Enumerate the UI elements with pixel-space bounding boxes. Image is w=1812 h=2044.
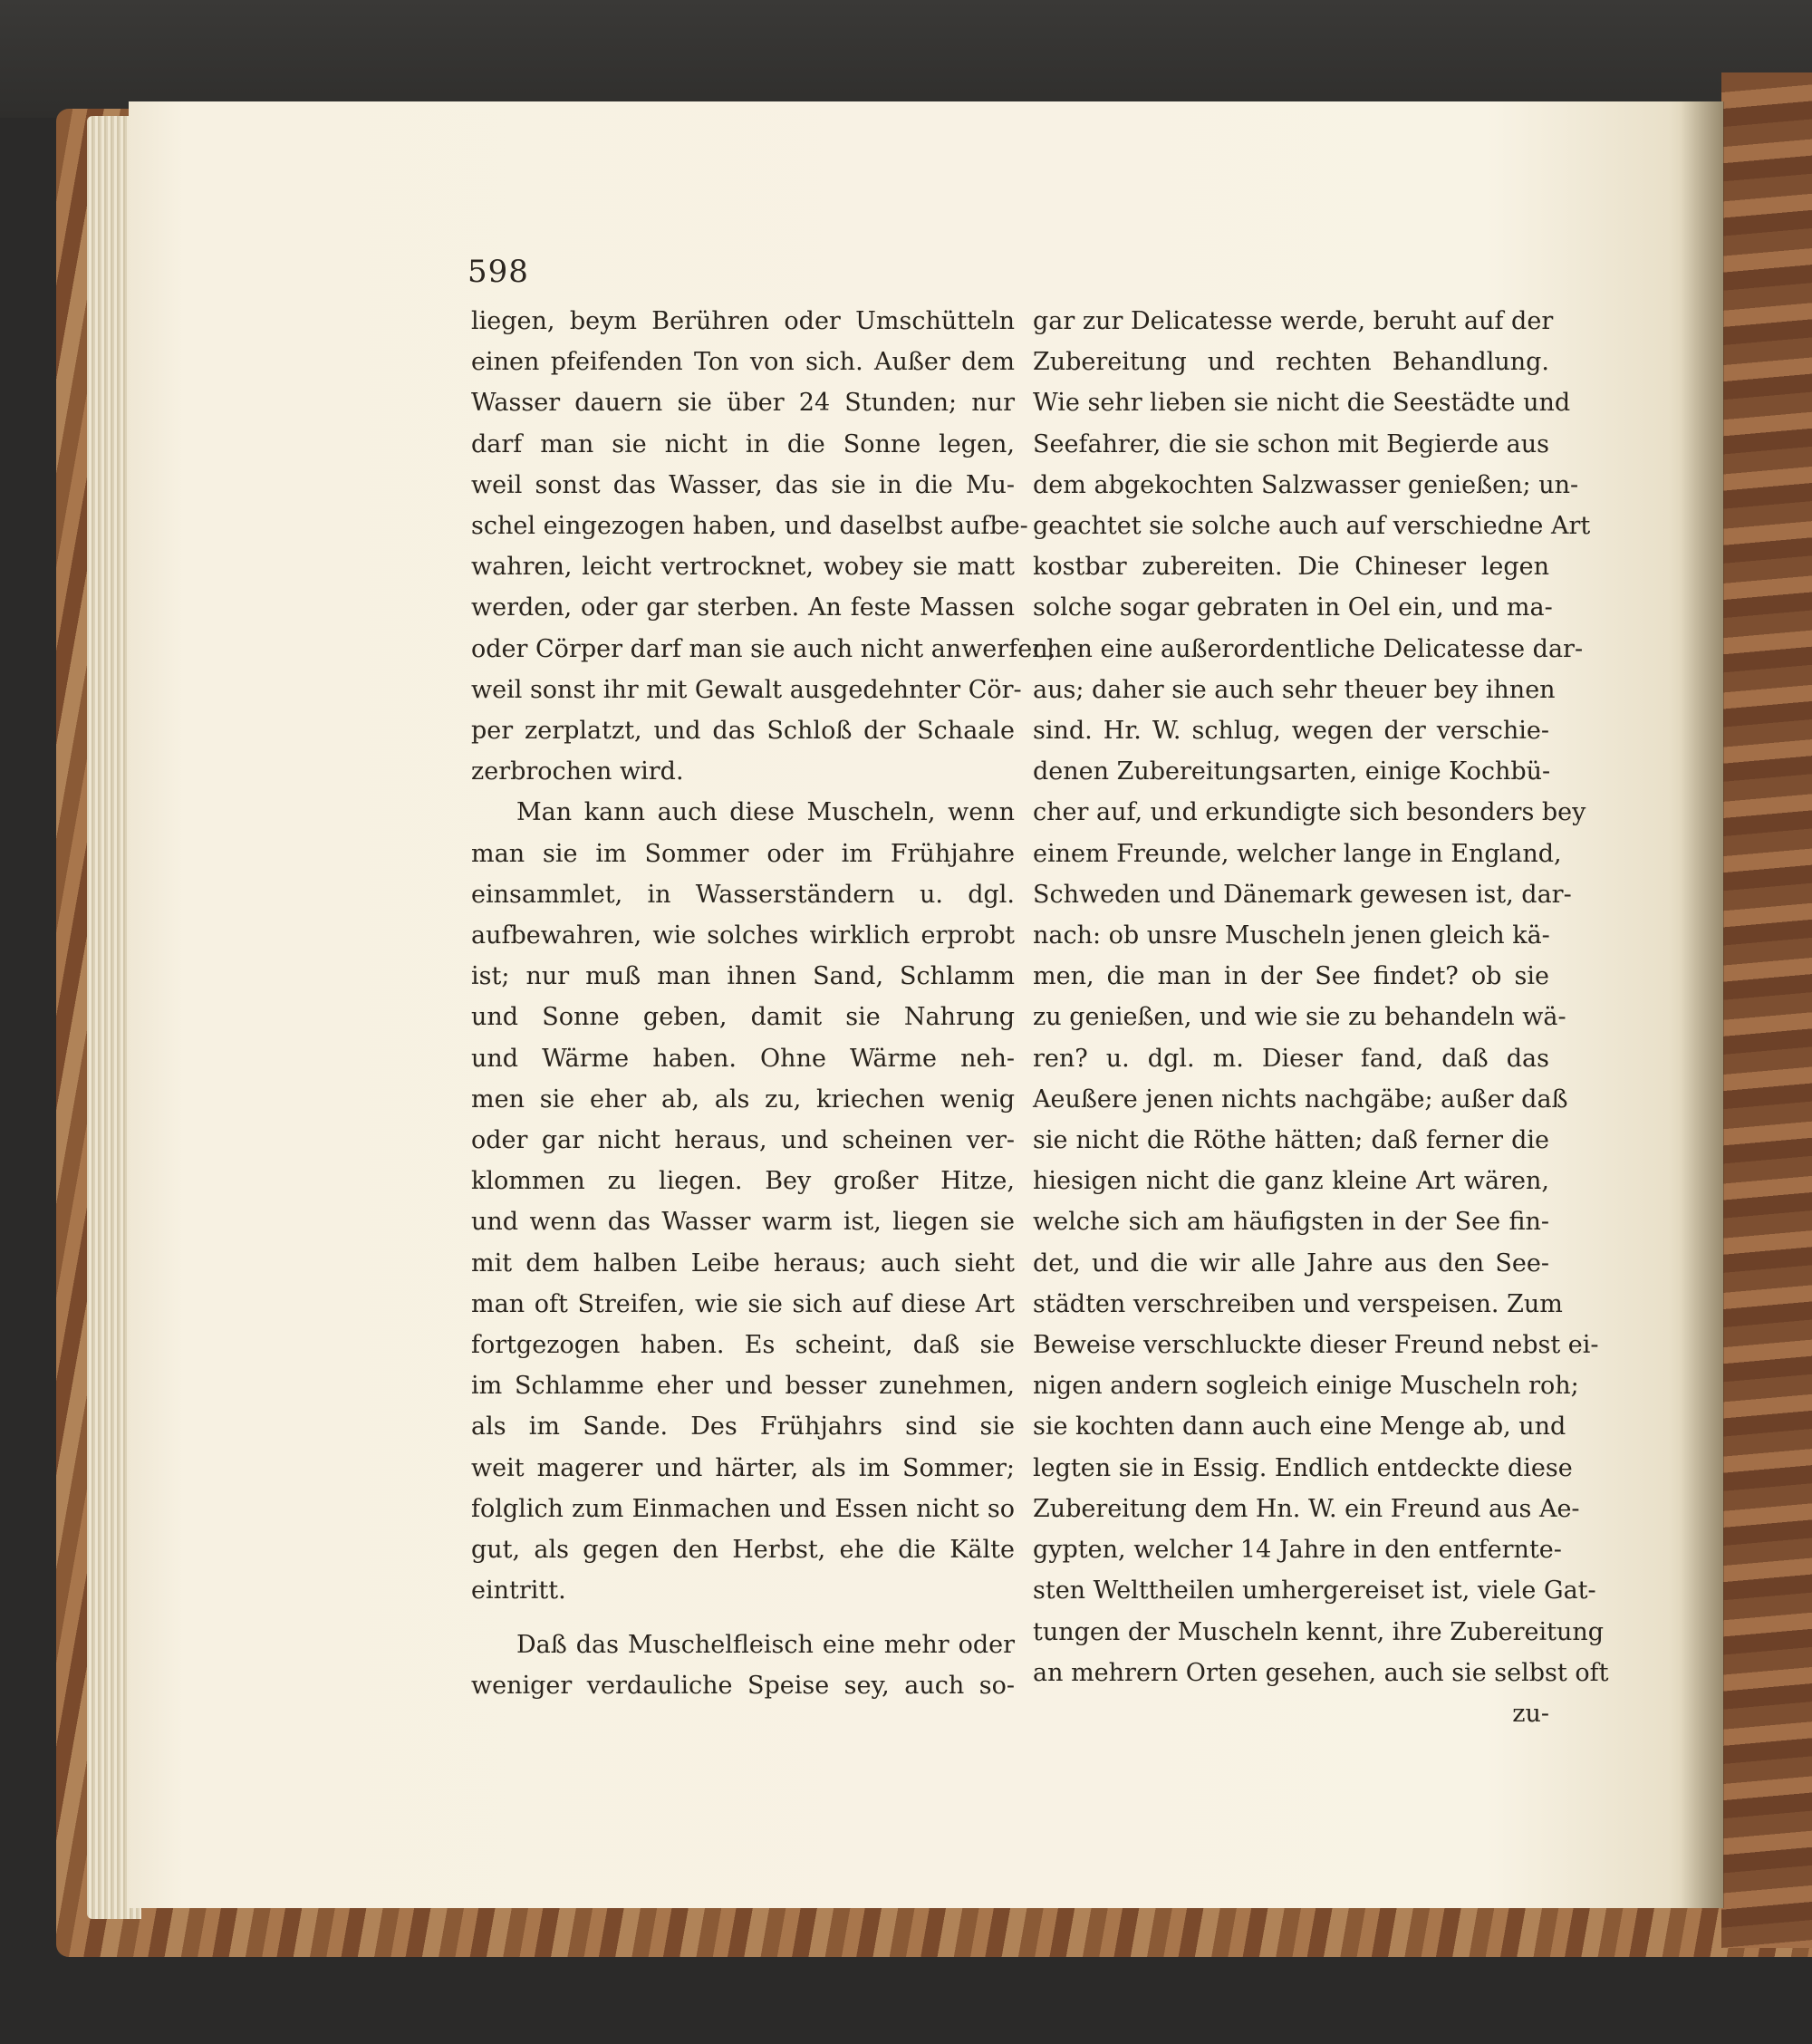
- text-line: sten Welttheilen umhergereiset ist, viele Gat-: [1033, 1576, 1596, 1605]
- text-line: Zubereitung und rechten Behandlung.: [1033, 348, 1549, 377]
- text-line: aus; daher sie auch sehr theuer bey ihnen: [1033, 675, 1556, 704]
- text-line: Seefahrer, die sie schon mit Begierde aus: [1033, 429, 1549, 458]
- text-line: det, und die wir alle Jahre aus den See-: [1033, 1249, 1549, 1278]
- text-line: gypten, welcher 14 Jahre in den entfernte-: [1033, 1536, 1562, 1565]
- text-line: dem abgekochten Salzwasser genießen; un-: [1033, 470, 1579, 499]
- text-line: Aeußere jenen nichts nachgäbe; außer daß: [1033, 1085, 1568, 1114]
- page-number: 598: [467, 254, 529, 290]
- text-line: ren? u. dgl. m. Dieser fand, daß das: [1033, 1044, 1549, 1073]
- text-line: weil sonst ihr mit Gewalt ausgedehnter Cör-: [471, 675, 1022, 704]
- text-line: und wenn das Wasser warm ist, liegen sie: [471, 1208, 1015, 1237]
- text-line: eintritt.: [471, 1576, 566, 1605]
- text-line: gut, als gegen den Herbst, ehe die Kälte: [471, 1536, 1015, 1565]
- text-line: als im Sande. Des Frühjahrs sind sie: [471, 1412, 1015, 1441]
- book-board-right: [1721, 72, 1812, 1948]
- text-line: aufbewahren, wie solches wirklich erprobt: [471, 921, 1015, 950]
- text-line: men, die man in der See findet? ob sie: [1033, 962, 1549, 991]
- text-line: zu genießen, und wie sie zu behandeln wä-: [1033, 1003, 1566, 1032]
- text-line: welche sich am häufigsten in der See fin-: [1033, 1208, 1549, 1237]
- text-line: einsammlet, in Wasserständern u. dgl.: [471, 880, 1015, 909]
- text-line: schel eingezogen haben, und daselbst aufbe-: [471, 512, 1028, 541]
- catchword: zu-: [1512, 1699, 1549, 1728]
- text-line: und Wärme haben. Ohne Wärme neh-: [471, 1044, 1015, 1073]
- text-line: Wasser dauern sie über 24 Stunden; nur: [471, 389, 1015, 418]
- text-line: geachtet sie solche auch auf verschiedne Art: [1033, 512, 1591, 541]
- text-line: im Schlamme eher und besser zunehmen,: [471, 1372, 1015, 1401]
- text-line: einem Freunde, welcher lange in England,: [1033, 839, 1562, 868]
- text-line: werden, oder gar sterben. An feste Massen: [471, 593, 1015, 622]
- text-line: legten sie in Essig. Endlich entdeckte diese: [1033, 1453, 1573, 1482]
- page-gutter-shadow: [1681, 101, 1724, 1908]
- text-line: per zerplatzt, und das Schloß der Schaale: [471, 717, 1015, 746]
- text-line: tungen der Muscheln kennt, ihre Zubereitung: [1033, 1617, 1605, 1646]
- paragraph-start-line: Man kann auch diese Muscheln, wenn: [516, 798, 1015, 827]
- text-line: Beweise verschluckte dieser Freund nebst ei-: [1033, 1331, 1599, 1360]
- text-line: man oft Streifen, wie sie sich auf diese Art: [471, 1289, 1015, 1318]
- text-line: weniger verdauliche Speise sey, auch so-: [471, 1671, 1015, 1700]
- text-line: Wie sehr lieben sie nicht die Seestädte und: [1033, 389, 1571, 418]
- text-line: einen pfeifenden Ton von sich. Außer dem: [471, 348, 1015, 377]
- text-line: oder Cörper darf man sie auch nicht anwerfen,: [471, 634, 1056, 663]
- text-column-right: [1033, 301, 1609, 1734]
- text-line: fortgezogen haben. Es scheint, daß sie: [471, 1331, 1015, 1360]
- text-line: nigen andern sogleich einige Muscheln roh;: [1033, 1372, 1579, 1401]
- text-line: denen Zubereitungsarten, einige Kochbü-: [1033, 757, 1551, 786]
- text-line: städten verschreiben und verspeisen. Zum: [1033, 1289, 1563, 1318]
- text-line: man sie im Sommer oder im Frühjahre: [471, 839, 1015, 868]
- text-line: ist; nur muß man ihnen Sand, Schlamm: [471, 962, 1015, 991]
- text-line: hiesigen nicht die ganz kleine Art wären,: [1033, 1167, 1549, 1196]
- text-line: men sie eher ab, als zu, kriechen wenig: [471, 1085, 1015, 1114]
- text-line: nach: ob unsre Muscheln jenen gleich kä-: [1033, 921, 1550, 950]
- text-line: kostbar zubereiten. Die Chineser legen: [1033, 553, 1549, 582]
- text-line: weit magerer und härter, als im Sommer;: [471, 1453, 1015, 1482]
- text-line: folglich zum Einmachen und Essen nicht so: [471, 1494, 1015, 1523]
- text-line: solche sogar gebraten in Oel ein, und ma-: [1033, 593, 1553, 622]
- text-line: oder gar nicht heraus, und scheinen ver-: [471, 1126, 1015, 1155]
- text-line: liegen, beym Berühren oder Umschütteln: [471, 307, 1015, 335]
- text-line: sind. Hr. W. schlug, wegen der verschie-: [1033, 717, 1549, 746]
- text-line: und Sonne geben, damit sie Nahrung: [471, 1003, 1015, 1032]
- text-line: sie kochten dann auch eine Menge ab, und: [1033, 1412, 1566, 1441]
- text-line: gar zur Delicatesse werde, beruht auf der: [1033, 307, 1554, 335]
- text-column-left: [471, 301, 1056, 1706]
- text-line: weil sonst das Wasser, das sie in die Mu-: [471, 470, 1015, 499]
- text-line: klommen zu liegen. Bey großer Hitze,: [471, 1167, 1015, 1196]
- text-line: Zubereitung dem Hn. W. ein Freund aus Ae-: [1033, 1494, 1580, 1523]
- text-line: Schweden und Dänemark gewesen ist, dar-: [1033, 880, 1572, 909]
- text-line: chen eine außerordentliche Delicatesse dar-: [1033, 634, 1584, 663]
- text-line: sie nicht die Röthe hätten; daß ferner die: [1033, 1126, 1549, 1155]
- paragraph-start-line: Daß das Muschelfleisch eine mehr oder: [516, 1630, 1015, 1659]
- backdrop: [0, 0, 1812, 118]
- text-line: darf man sie nicht in die Sonne legen,: [471, 429, 1015, 458]
- text-line: cher auf, und erkundigte sich besonders bey: [1033, 798, 1586, 827]
- text-line: an mehrern Orten gesehen, auch sie selbst oft: [1033, 1658, 1609, 1687]
- text-line: mit dem halben Leibe heraus; auch sieht: [471, 1249, 1015, 1278]
- text-line: zerbrochen wird.: [471, 757, 684, 786]
- text-line: wahren, leicht vertrocknet, wobey sie matt: [471, 553, 1015, 582]
